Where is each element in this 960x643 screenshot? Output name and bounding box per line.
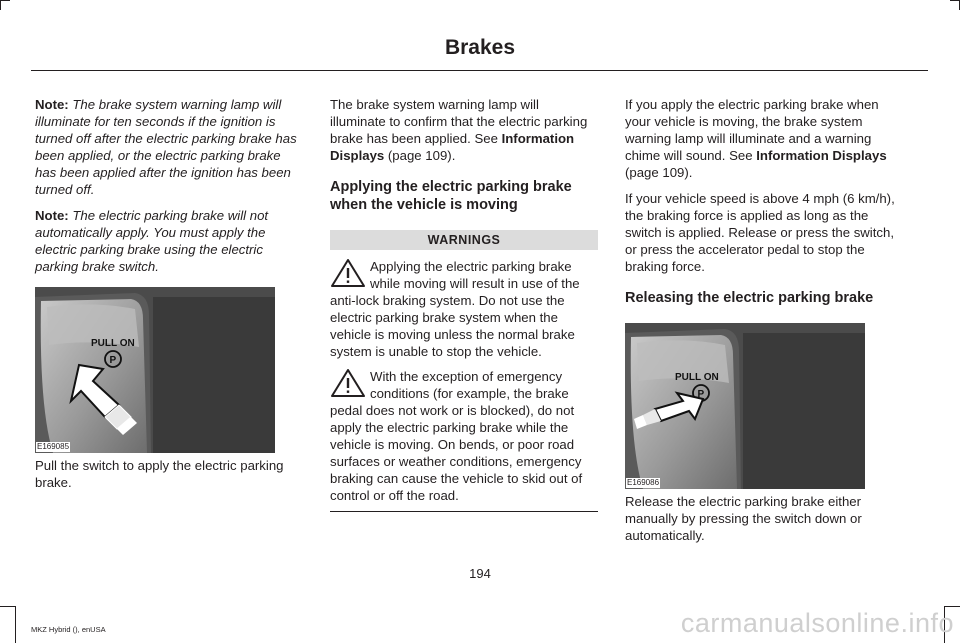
figure-caption: Release the electric parking brake either manually by pressing the switch down or automatically. [625, 494, 862, 543]
note-label: Note: [35, 208, 69, 223]
watermark: carmanualsonline.info [680, 608, 954, 638]
note-text: The electric parking brake will not automatically apply. You must apply the electric parking brake using the electric parking brake switch. [35, 208, 269, 274]
note-1 [35, 96, 300, 198]
switch-label: PULL ON [91, 338, 135, 349]
cross-reference-link[interactable]: Information Displays [330, 131, 575, 163]
paragraph-text: The brake system warning lamp will illuminate to confirm that the electric parking brake has been applied. See [330, 97, 588, 146]
switch-illustration-graphic [625, 323, 865, 489]
column-right [625, 96, 895, 553]
parking-symbol: P [109, 355, 117, 366]
crop-mark [950, 0, 960, 1]
crop-mark [0, 0, 1, 10]
paragraph [625, 96, 895, 181]
crop-mark [945, 606, 960, 607]
warning-item [330, 258, 598, 360]
parking-symbol: P [697, 389, 705, 400]
apply-switch-illustration [35, 287, 275, 453]
figure-code: E169085 [37, 442, 70, 451]
switch-illustration-graphic [35, 287, 275, 453]
crop-mark [0, 0, 10, 1]
release-switch-illustration [625, 323, 865, 489]
figure-caption: Pull the switch to apply the electric parking brake. [35, 458, 284, 490]
cross-reference-link[interactable]: Information Displays [756, 148, 887, 163]
warning-triangle-icon [330, 368, 366, 398]
column-left [35, 96, 300, 500]
paragraph-text: If you apply the electric parking brake when your vehicle is moving, the brake system warning lamp will illuminate and a warning chime will sound. See [625, 97, 879, 163]
page-reference: (page 109). [625, 165, 693, 180]
page-number: 194 [469, 566, 491, 581]
crop-mark [15, 606, 16, 643]
column-middle [330, 96, 598, 512]
note-2 [35, 207, 300, 275]
warning-triangle-icon [330, 258, 366, 288]
warning-item [330, 368, 598, 504]
warning-text: Applying the electric parking brake while moving will result in use of the anti-lock braking system. Do not use the electric parking brake system when the vehicle is moving unless the normal brake system is unable to stop the vehicle. [330, 259, 580, 359]
paragraph [330, 96, 598, 164]
note-label: Note: [35, 97, 69, 112]
page-title: Brakes [444, 36, 516, 59]
crop-mark [0, 606, 15, 607]
warning-text: With the exception of emergency conditions (for example, the brake pedal does not work or is blocked), do not apply the electric parking brake while the vehicle is moving. On bends, or poor road surfaces or weather conditions, emergency braking can cause the vehicle to skid out of control or off the road. [330, 369, 583, 503]
document-id: MKZ Hybrid (), enUSA [31, 625, 106, 634]
paragraph: If your vehicle speed is above 4 mph (6 km/h), the braking force is applied as long as the switch is applied. Release or press the switch, or press the accelerator pedal to stop the braking force. [625, 191, 895, 274]
note-text: The brake system warning lamp will illuminate for ten seconds if the ignition is turned off after the electric parking brake has been applied, or the electric parking brake has been applied after the ignition has been turned off. [35, 97, 297, 197]
header-divider [31, 70, 928, 71]
figure-code: E169086 [627, 478, 660, 487]
switch-label: PULL ON [675, 372, 719, 383]
section-heading: Applying the electric parking brake when the vehicle is moving [330, 179, 572, 213]
warnings-header: WARNINGS [330, 230, 598, 250]
warnings-end-rule [330, 511, 598, 512]
section-heading: Releasing the electric parking brake [625, 290, 874, 306]
page-reference: (page 109). [384, 148, 456, 163]
